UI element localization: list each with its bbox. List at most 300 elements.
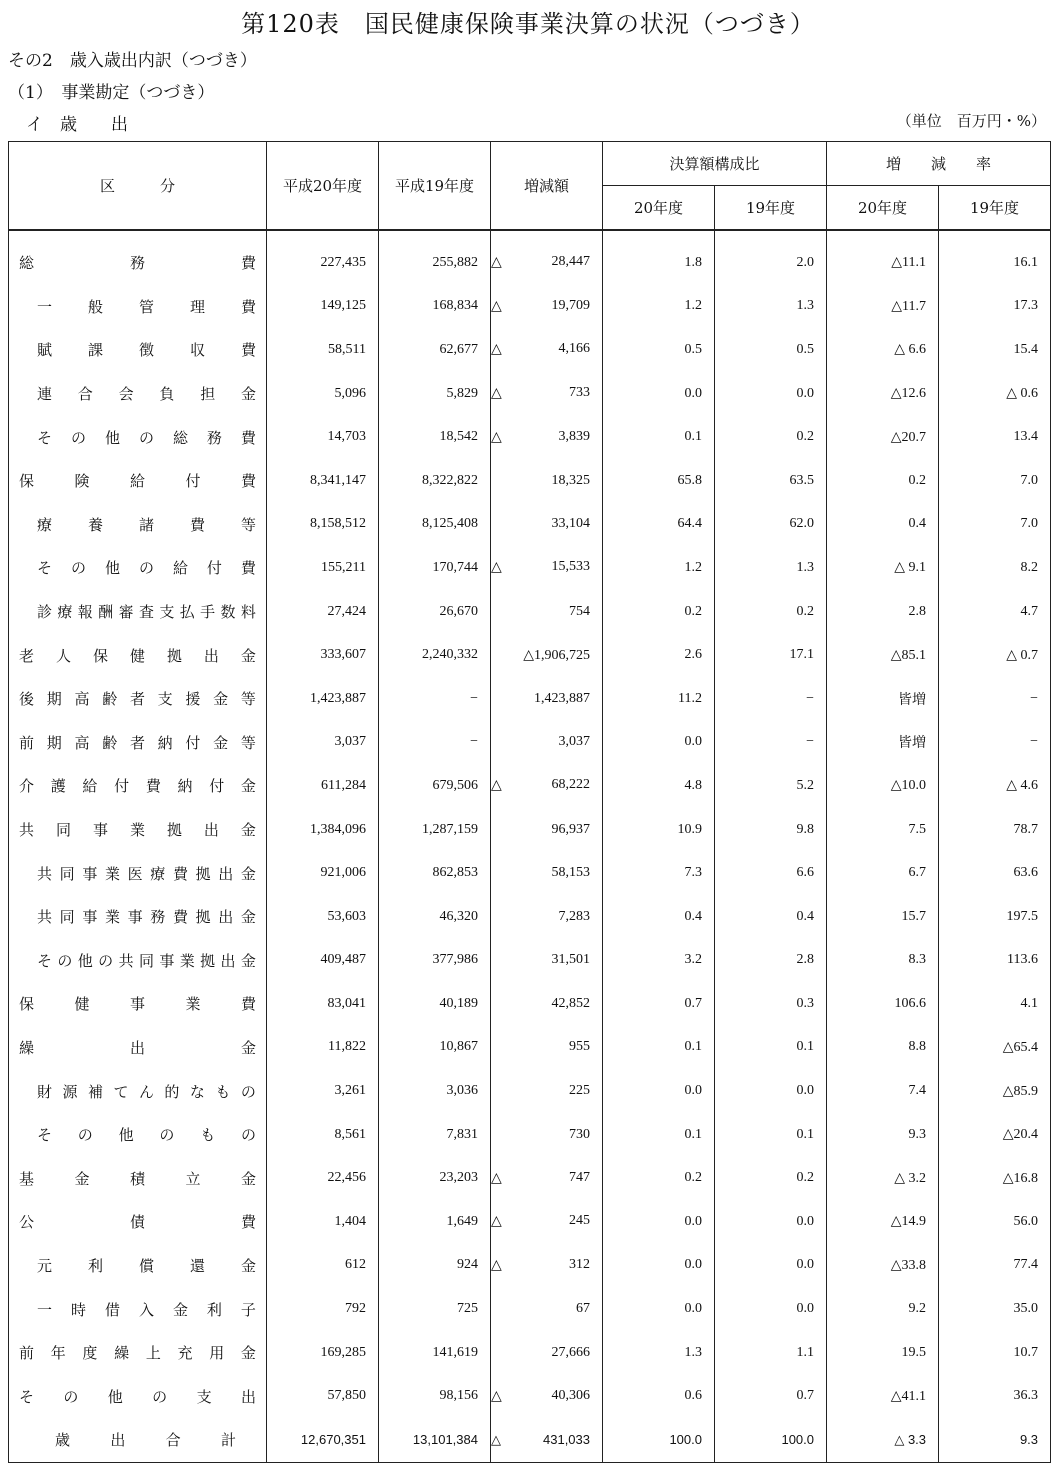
row-label	[9, 851, 267, 895]
diff-value: 747	[569, 1169, 590, 1185]
cell-ratio-20: 0.4	[603, 895, 715, 939]
cell-diff	[491, 285, 603, 329]
row-label	[9, 1374, 267, 1418]
cell-ratio-20: 0.1	[603, 1026, 715, 1070]
diff-value: △1,906,725	[523, 647, 590, 663]
cell-ratio-19: 6.6	[715, 851, 827, 895]
row-label-text: そ の 他 の 給 付 費	[37, 561, 256, 578]
cell-diff	[491, 1287, 603, 1331]
cell-diff	[491, 851, 603, 895]
cell-h20: 8,561	[267, 1113, 379, 1157]
table-row	[9, 285, 1051, 329]
table-row	[9, 1287, 1051, 1331]
cell-rate-20: △ 9.1	[827, 546, 939, 590]
cell-diff	[491, 590, 603, 634]
diff-value: 3,839	[558, 428, 590, 444]
cell-h20: 58,511	[267, 328, 379, 372]
cell-ratio-19: 1.3	[715, 546, 827, 590]
cell-ratio-20: 1.2	[603, 285, 715, 329]
table-row	[9, 1244, 1051, 1288]
table-row	[9, 1200, 1051, 1244]
decrease-mark: △	[491, 1214, 502, 1230]
cell-rate-19: △85.9	[939, 1069, 1051, 1113]
cell-diff	[491, 633, 603, 677]
table-row	[9, 230, 1051, 285]
diff-value: 730	[569, 1126, 590, 1142]
cell-h20: 8,158,512	[267, 503, 379, 547]
cell-diff	[491, 415, 603, 459]
diff-value: 19,709	[551, 297, 590, 313]
table-caption: イ 歳 出	[26, 115, 128, 135]
row-label	[9, 503, 267, 547]
cell-h19: 46,320	[379, 895, 491, 939]
cell-h20: 169,285	[267, 1331, 379, 1375]
cell-h19: 862,853	[379, 851, 491, 895]
cell-ratio-20: 0.1	[603, 1113, 715, 1157]
cell-rate-20: △ 6.6	[827, 328, 939, 372]
cell-ratio-20: 64.4	[603, 503, 715, 547]
cell-h20: 1,423,887	[267, 677, 379, 721]
cell-h20: 155,211	[267, 546, 379, 590]
cell-ratio-20: 100.0	[603, 1418, 715, 1462]
row-label	[9, 590, 267, 634]
decrease-mark: △	[491, 1257, 502, 1273]
table-row	[9, 982, 1051, 1026]
cell-ratio-19: 0.0	[715, 1287, 827, 1331]
diff-value: 33,104	[551, 516, 590, 532]
cell-rate-19: 8.2	[939, 546, 1051, 590]
cell-h20: 14,703	[267, 415, 379, 459]
table-row	[9, 459, 1051, 503]
cell-rate-20: 9.2	[827, 1287, 939, 1331]
cell-h20: 3,037	[267, 721, 379, 765]
cell-rate-20: △12.6	[827, 372, 939, 416]
cell-ratio-20: 0.0	[603, 1244, 715, 1288]
row-label-text: 共 同 事 業 事 務 費 拠 出 金	[37, 910, 256, 927]
row-label-text: 介 護 給 付 費 納 付 金	[19, 779, 256, 796]
cell-ratio-19: 1.1	[715, 1331, 827, 1375]
cell-ratio-20: 1.8	[603, 230, 715, 285]
cell-rate-20: △11.7	[827, 285, 939, 329]
cell-rate-19: 9.3	[939, 1418, 1051, 1462]
subsection-subtitle: （1） 事業勘定（つづき）	[8, 83, 215, 103]
cell-ratio-20: 11.2	[603, 677, 715, 721]
cell-h19: 10,867	[379, 1026, 491, 1070]
row-label-text: 基 金 積 立 金	[19, 1171, 256, 1188]
cell-h19: 62,677	[379, 328, 491, 372]
diff-value: 7,283	[558, 908, 590, 924]
cell-rate-20: △10.0	[827, 764, 939, 808]
cell-h20: 227,435	[267, 230, 379, 285]
decrease-mark: △	[491, 298, 502, 314]
cell-rate-20: 7.5	[827, 808, 939, 852]
diff-value: 15,533	[551, 559, 590, 575]
decrease-mark: △	[491, 429, 502, 445]
cell-h19: 168,834	[379, 285, 491, 329]
row-label-text: そ の 他 の 総 務 費	[37, 430, 256, 447]
cell-h20: 11,822	[267, 1026, 379, 1070]
section-subtitle: その2 歳入歳出内訳（つづき）	[8, 51, 257, 71]
cell-ratio-20: 0.1	[603, 415, 715, 459]
cell-rate-20: 19.5	[827, 1331, 939, 1375]
table-row	[9, 895, 1051, 939]
decrease-mark: △	[491, 342, 502, 358]
row-label-text: 連 合 会 負 担 金	[37, 387, 256, 404]
cell-rate-19: −	[939, 677, 1051, 721]
row-label-text: 療 養 諸 費 等	[37, 517, 256, 534]
header-rate-20: 20年度	[827, 186, 939, 231]
cell-ratio-19: 0.2	[715, 415, 827, 459]
cell-ratio-19: 62.0	[715, 503, 827, 547]
cell-h20: 57,850	[267, 1374, 379, 1418]
cell-diff	[491, 721, 603, 765]
row-label-text: 後 期 高 齢 者 支 援 金 等	[19, 692, 256, 709]
cell-h20: 5,096	[267, 372, 379, 416]
cell-ratio-19: 0.1	[715, 1113, 827, 1157]
cell-h19: 8,125,408	[379, 503, 491, 547]
row-label-text: 保 健 事 業 費	[19, 997, 256, 1014]
cell-ratio-20: 7.3	[603, 851, 715, 895]
row-label	[9, 1418, 267, 1462]
cell-rate-19: 7.0	[939, 503, 1051, 547]
cell-ratio-19: 63.5	[715, 459, 827, 503]
row-label	[9, 1287, 267, 1331]
cell-h20: 409,487	[267, 939, 379, 983]
cell-h19: 26,670	[379, 590, 491, 634]
row-label	[9, 1200, 267, 1244]
cell-h20: 333,607	[267, 633, 379, 677]
cell-ratio-20: 0.2	[603, 590, 715, 634]
cell-ratio-19: 0.2	[715, 1156, 827, 1200]
cell-rate-19: 78.7	[939, 808, 1051, 852]
diff-value: 68,222	[551, 777, 590, 793]
row-label	[9, 721, 267, 765]
cell-diff	[491, 546, 603, 590]
cell-h19: 40,189	[379, 982, 491, 1026]
row-label	[9, 939, 267, 983]
diff-value: 3,037	[558, 734, 590, 750]
cell-h20: 611,284	[267, 764, 379, 808]
cell-h19: 141,619	[379, 1331, 491, 1375]
row-label	[9, 372, 267, 416]
cell-rate-19: 17.3	[939, 285, 1051, 329]
row-label	[9, 764, 267, 808]
cell-h19: 255,882	[379, 230, 491, 285]
cell-ratio-19: −	[715, 721, 827, 765]
cell-rate-20: 106.6	[827, 982, 939, 1026]
cell-diff	[491, 764, 603, 808]
cell-h19: 924	[379, 1244, 491, 1288]
table-row	[9, 721, 1051, 765]
cell-diff	[491, 503, 603, 547]
cell-ratio-20: 2.6	[603, 633, 715, 677]
row-label	[9, 230, 267, 285]
cell-rate-19: 56.0	[939, 1200, 1051, 1244]
row-label-text: 歳 出 合 計	[55, 1431, 236, 1450]
cell-rate-19: 4.1	[939, 982, 1051, 1026]
cell-rate-20: △14.9	[827, 1200, 939, 1244]
row-label-text: 賦 課 徴 収 費	[37, 343, 256, 360]
cell-ratio-19: 0.7	[715, 1374, 827, 1418]
row-label-text: 共 同 事 業 拠 出 金	[19, 823, 256, 840]
diff-value: 28,447	[551, 254, 590, 270]
cell-diff	[491, 328, 603, 372]
cell-rate-19: 13.4	[939, 415, 1051, 459]
cell-h19: 13,101,384	[379, 1418, 491, 1462]
cell-h20: 53,603	[267, 895, 379, 939]
row-label	[9, 982, 267, 1026]
row-label-text: 前 年 度 繰 上 充 用 金	[19, 1346, 256, 1363]
cell-rate-19: △65.4	[939, 1026, 1051, 1070]
cell-rate-19: △16.8	[939, 1156, 1051, 1200]
table-row	[9, 415, 1051, 459]
cell-diff	[491, 895, 603, 939]
cell-h19: 3,036	[379, 1069, 491, 1113]
cell-rate-20: △ 3.2	[827, 1156, 939, 1200]
cell-h19: 23,203	[379, 1156, 491, 1200]
cell-ratio-19: 0.4	[715, 895, 827, 939]
diff-value: 96,937	[551, 821, 590, 837]
cell-rate-19: △ 0.7	[939, 633, 1051, 677]
cell-ratio-20: 0.0	[603, 1069, 715, 1113]
cell-rate-19: −	[939, 721, 1051, 765]
cell-ratio-20: 3.2	[603, 939, 715, 983]
diff-value: 245	[569, 1213, 590, 1229]
row-label-text: 総 務 費	[19, 256, 256, 273]
row-label-text: そ の 他 の も の	[37, 1128, 256, 1145]
cell-diff	[491, 982, 603, 1026]
cell-h19: −	[379, 677, 491, 721]
cell-rate-20: △11.1	[827, 230, 939, 285]
decrease-mark: △	[491, 778, 502, 794]
cell-h20: 12,670,351	[267, 1418, 379, 1462]
diff-value: 1,423,887	[534, 690, 590, 706]
cell-h19: 679,506	[379, 764, 491, 808]
cell-h19: 1,649	[379, 1200, 491, 1244]
cell-ratio-20: 65.8	[603, 459, 715, 503]
decrease-mark: △	[491, 1170, 502, 1186]
cell-rate-20: 2.8	[827, 590, 939, 634]
row-label	[9, 895, 267, 939]
header-rate: 増 減 率	[827, 142, 1051, 186]
table-row	[9, 590, 1051, 634]
cell-rate-19: △ 0.6	[939, 372, 1051, 416]
cell-ratio-20: 1.3	[603, 1331, 715, 1375]
diff-value: 42,852	[551, 995, 590, 1011]
cell-ratio-19: 2.8	[715, 939, 827, 983]
cell-rate-19: 77.4	[939, 1244, 1051, 1288]
table-header	[9, 142, 1051, 231]
diff-value: 67	[576, 1301, 590, 1317]
table-row	[9, 1156, 1051, 1200]
row-label-text: 老 人 保 健 拠 出 金	[19, 648, 256, 665]
diff-value: 955	[569, 1039, 590, 1055]
header-rate-19: 19年度	[939, 186, 1051, 231]
cell-ratio-19: 0.5	[715, 328, 827, 372]
diff-value: 225	[569, 1083, 590, 1099]
row-label	[9, 1113, 267, 1157]
cell-rate-20: 0.4	[827, 503, 939, 547]
cell-ratio-20: 0.7	[603, 982, 715, 1026]
cell-h20: 27,424	[267, 590, 379, 634]
cell-h20: 792	[267, 1287, 379, 1331]
diff-value: 58,153	[551, 865, 590, 881]
cell-h20: 83,041	[267, 982, 379, 1026]
diff-value: 27,666	[551, 1344, 590, 1360]
row-label	[9, 1069, 267, 1113]
row-label	[9, 1156, 267, 1200]
cell-rate-20: △33.8	[827, 1244, 939, 1288]
cell-ratio-19: 0.2	[715, 590, 827, 634]
cell-h19: 98,156	[379, 1374, 491, 1418]
cell-ratio-19: 1.3	[715, 285, 827, 329]
cell-ratio-19: 0.0	[715, 372, 827, 416]
cell-ratio-19: 0.1	[715, 1026, 827, 1070]
cell-ratio-19: 0.0	[715, 1244, 827, 1288]
cell-h20: 22,456	[267, 1156, 379, 1200]
cell-ratio-20: 0.5	[603, 328, 715, 372]
cell-diff	[491, 1026, 603, 1070]
cell-rate-20: 8.8	[827, 1026, 939, 1070]
cell-diff	[491, 1200, 603, 1244]
cell-ratio-19: 17.1	[715, 633, 827, 677]
page-title: 第120表 国民健康保険事業決算の状況（つづき）	[241, 10, 815, 38]
header-ratio-20: 20年度	[603, 186, 715, 231]
row-label	[9, 328, 267, 372]
row-label-text: 診 療 報 酬 審 査 支 払 手 数 料	[37, 605, 256, 622]
row-label-text: 元 利 償 還 金	[37, 1258, 256, 1275]
cell-ratio-20: 10.9	[603, 808, 715, 852]
table-row	[9, 546, 1051, 590]
cell-h20: 612	[267, 1244, 379, 1288]
cell-h19: 5,829	[379, 372, 491, 416]
diff-value: 431,033	[543, 1431, 590, 1447]
row-label-text: 前 期 高 齢 者 納 付 金 等	[19, 735, 256, 752]
decrease-mark: △	[491, 386, 502, 402]
decrease-mark: △	[491, 1388, 502, 1404]
table-row	[9, 1418, 1051, 1462]
row-label	[9, 808, 267, 852]
cell-rate-19: 7.0	[939, 459, 1051, 503]
table-row	[9, 633, 1051, 677]
cell-ratio-20: 0.2	[603, 1156, 715, 1200]
cell-ratio-19: 0.3	[715, 982, 827, 1026]
cell-rate-19: 16.1	[939, 230, 1051, 285]
table-row	[9, 851, 1051, 895]
row-label-text: そ の 他 の 支 出	[19, 1389, 256, 1406]
table-row	[9, 808, 1051, 852]
table-row	[9, 1374, 1051, 1418]
table-row	[9, 372, 1051, 416]
row-label	[9, 1331, 267, 1375]
cell-h19: 170,744	[379, 546, 491, 590]
table-row	[9, 1069, 1051, 1113]
cell-h20: 8,341,147	[267, 459, 379, 503]
row-label	[9, 1026, 267, 1070]
cell-rate-20: 6.7	[827, 851, 939, 895]
unit-note: （単位 百万円・%）	[896, 112, 1046, 130]
cell-diff	[491, 1156, 603, 1200]
cell-ratio-20: 0.0	[603, 372, 715, 416]
cell-ratio-20: 0.0	[603, 721, 715, 765]
row-label-text: 一 般 管 理 費	[37, 299, 256, 316]
cell-ratio-20: 4.8	[603, 764, 715, 808]
cell-h20: 921,006	[267, 851, 379, 895]
cell-ratio-19: 9.8	[715, 808, 827, 852]
cell-rate-19: 10.7	[939, 1331, 1051, 1375]
cell-ratio-20: 0.0	[603, 1287, 715, 1331]
cell-ratio-20: 1.2	[603, 546, 715, 590]
cell-rate-20: 8.3	[827, 939, 939, 983]
cell-rate-19: 63.6	[939, 851, 1051, 895]
row-label-text: 一 時 借 入 金 利 子	[37, 1302, 256, 1319]
diff-value: 40,306	[551, 1387, 590, 1403]
cell-ratio-19: 2.0	[715, 230, 827, 285]
expenditure-table	[8, 141, 1051, 1463]
cell-rate-19: 113.6	[939, 939, 1051, 983]
cell-diff	[491, 1418, 603, 1462]
cell-rate-20: 9.3	[827, 1113, 939, 1157]
cell-rate-20: 0.2	[827, 459, 939, 503]
cell-ratio-20: 0.0	[603, 1200, 715, 1244]
row-label	[9, 1244, 267, 1288]
table-row	[9, 764, 1051, 808]
row-label	[9, 415, 267, 459]
cell-h20: 1,404	[267, 1200, 379, 1244]
cell-diff	[491, 230, 603, 285]
cell-diff	[491, 1374, 603, 1418]
row-label	[9, 546, 267, 590]
cell-rate-20: 皆増	[827, 721, 939, 765]
table-row	[9, 328, 1051, 372]
cell-ratio-19: 0.0	[715, 1069, 827, 1113]
row-label-text: 公 債 費	[19, 1215, 256, 1232]
table-row	[9, 677, 1051, 721]
cell-h19: 2,240,332	[379, 633, 491, 677]
cell-ratio-19: 5.2	[715, 764, 827, 808]
decrease-mark: △	[491, 560, 502, 576]
cell-rate-20: △85.1	[827, 633, 939, 677]
diff-value: 312	[569, 1256, 590, 1272]
cell-h19: 18,542	[379, 415, 491, 459]
cell-diff	[491, 372, 603, 416]
cell-rate-20: △20.7	[827, 415, 939, 459]
cell-h19: 1,287,159	[379, 808, 491, 852]
row-label	[9, 633, 267, 677]
cell-h19: 7,831	[379, 1113, 491, 1157]
header-ratio: 決算額構成比	[603, 142, 827, 186]
cell-diff	[491, 1113, 603, 1157]
table-row	[9, 1026, 1051, 1070]
row-label-text: 財 源 補 て ん 的 な も の	[37, 1084, 256, 1101]
cell-ratio-20: 0.6	[603, 1374, 715, 1418]
cell-rate-19: 35.0	[939, 1287, 1051, 1331]
cell-diff	[491, 939, 603, 983]
cell-h20: 1,384,096	[267, 808, 379, 852]
cell-h20: 3,261	[267, 1069, 379, 1113]
cell-rate-19: 36.3	[939, 1374, 1051, 1418]
cell-ratio-19: −	[715, 677, 827, 721]
header-h20: 平成20年度	[267, 142, 379, 231]
cell-h19: −	[379, 721, 491, 765]
row-label	[9, 285, 267, 329]
row-label-text: 保 険 給 付 費	[19, 474, 256, 491]
row-label	[9, 459, 267, 503]
row-label	[9, 677, 267, 721]
decrease-mark: △	[491, 1431, 501, 1447]
table-body	[9, 230, 1051, 1462]
cell-rate-20: △ 3.3	[827, 1418, 939, 1462]
